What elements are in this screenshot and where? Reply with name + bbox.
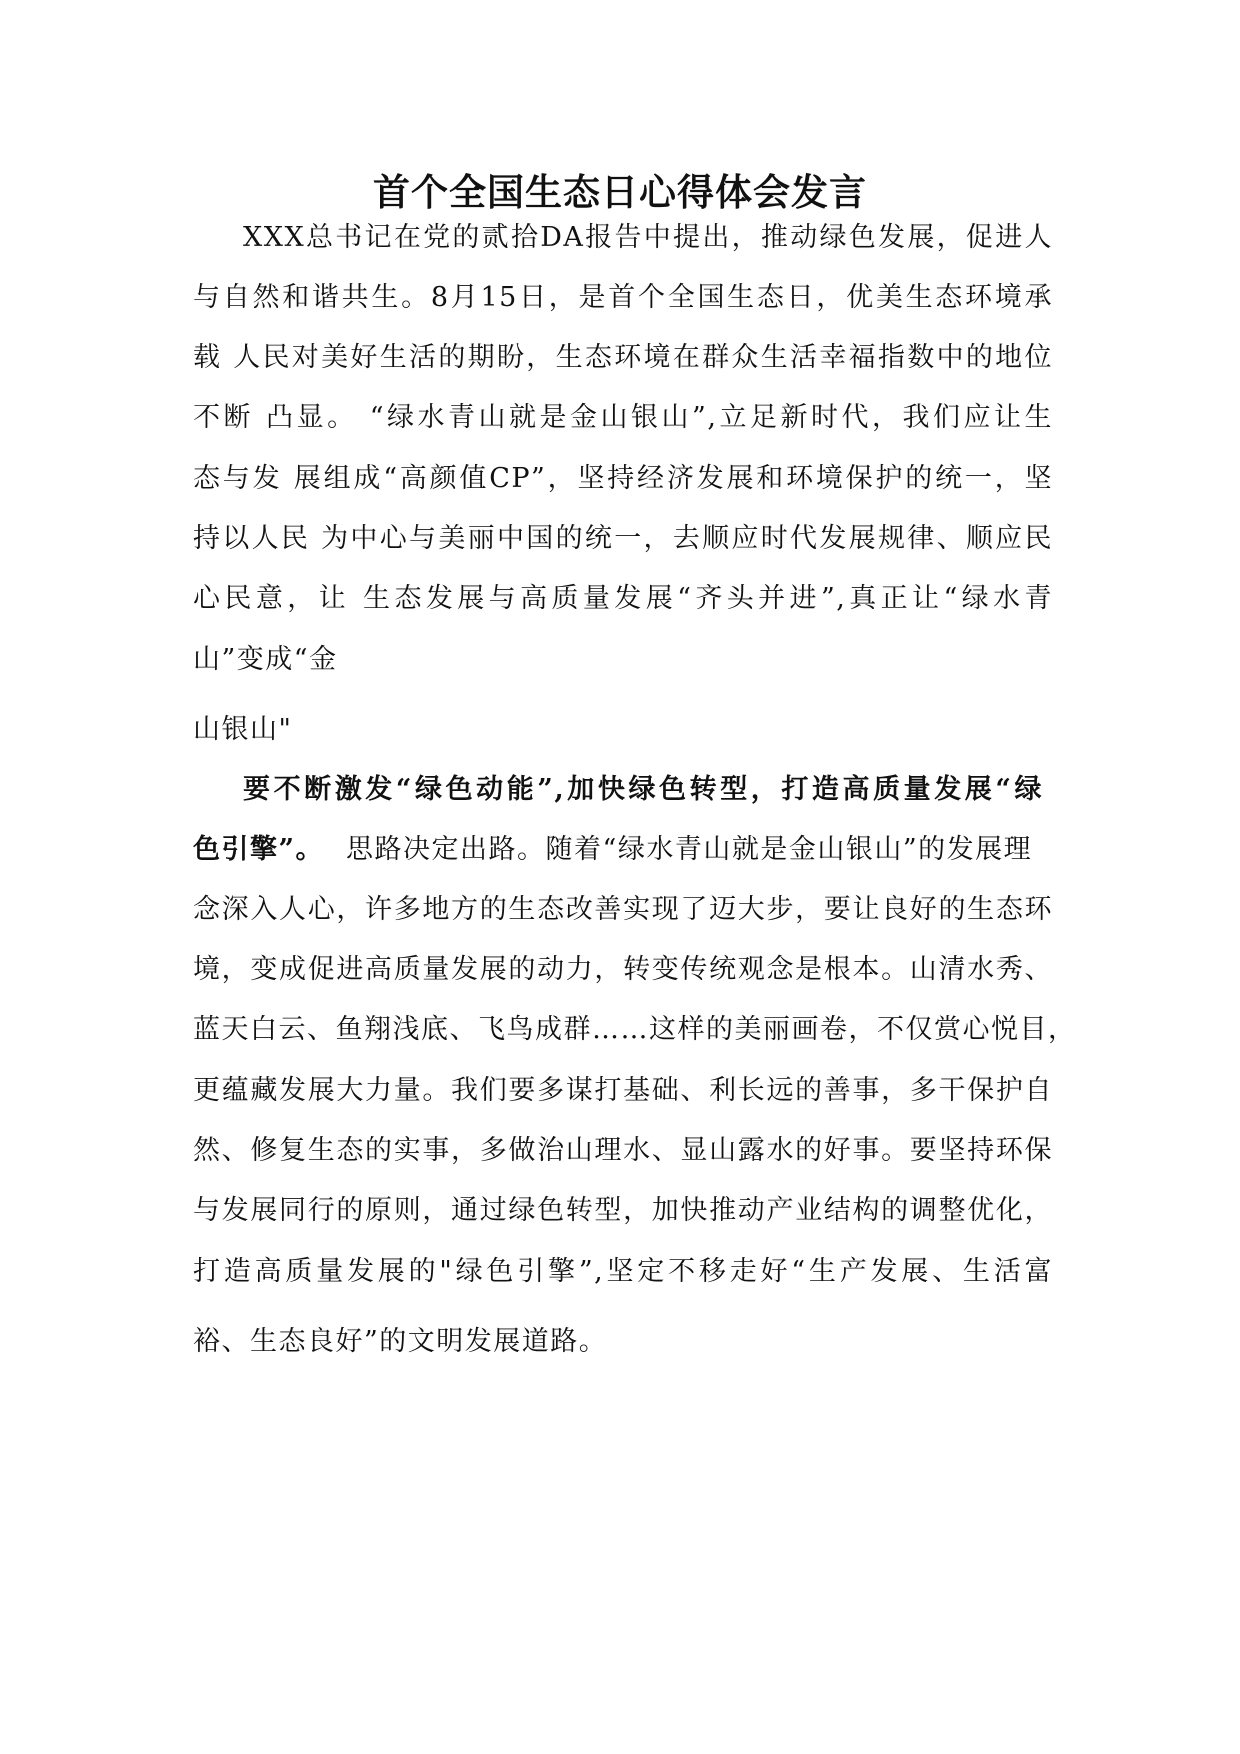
paragraph-2-line-8: 与发展同行的原则，通过绿色转型，加快推动产业结构的调整优化， [193, 1195, 1053, 1226]
paragraph-2-line-9: 打造高质量发展的"绿色引擎”,坚定不移走好“生产发展、生活富 [193, 1256, 1053, 1287]
paragraph-1-line-3: 载 人民对美好生活的期盼，生态环境在群众生活幸福指数中的地位 [193, 342, 1053, 373]
paragraph-1-line-2: 与自然和谐共生。8月15日，是首个全国生态日，优美生态环境承 [193, 282, 1053, 313]
paragraph-1-line-9: 山银山" [193, 714, 293, 745]
paragraph-2-heading: 要不断激发“绿色动能”,加快绿色转型，打造高质量发展“绿 [243, 774, 1043, 805]
paragraph-2-line-5: 蓝天白云、鱼翔浅底、飞鸟成群……这样的美丽画卷，不仅赏心悦目， [193, 1014, 1077, 1045]
paragraph-1-line-4: 不断 凸显。 “绿水青山就是金山银山”,立足新时代，我们应让生 [193, 402, 1053, 433]
paragraph-1-line-6: 持以人民 为中心与美丽中国的统一，去顺应时代发展规律、顺应民 [193, 523, 1053, 554]
paragraph-1-line-5: 态与发 展组成“高颜值CP”，坚持经济发展和环境保护的统一，坚 [193, 463, 1053, 494]
paragraph-2-line-2 [193, 830, 1053, 870]
paragraph-1-line-1: XXX总书记在党的贰拾DA报告中提出，推动绿色发展，促进人 [243, 222, 1053, 253]
paragraph-2-line-10: 裕、生态良好”的文明发展道路。 [193, 1326, 608, 1357]
paragraph-2-line-3: 念深入人心，许多地方的生态改善实现了迈大步，要让良好的生态环 [193, 894, 1053, 925]
paragraph-2-line-6: 更蕴藏发展大力量。我们要多谋打基础、利长远的善事，多干保护自 [193, 1075, 1053, 1106]
paragraph-2-line-4: 境，变成促进高质量发展的动力，转变传统观念是根本。山清水秀、 [193, 954, 1053, 985]
paragraph-2-line-7: 然、修复生态的实事，多做治山理水、显山露水的好事。要坚持环保 [193, 1135, 1053, 1166]
paragraph-2-heading-end: 色引擎”。 [193, 834, 325, 865]
paragraph-2-line-2-text: 思路决定出路。随着“绿水青山就是金山银山”的发展理 [346, 834, 1033, 865]
paragraph-1-line-7: 心民意，让 生态发展与高质量发展“齐头并进”,真正让“绿水青 [193, 583, 1053, 614]
document-title: 首个全国生态日心得体会发言 [373, 171, 867, 214]
paragraph-1-line-8: 山”变成“金 [193, 644, 338, 675]
